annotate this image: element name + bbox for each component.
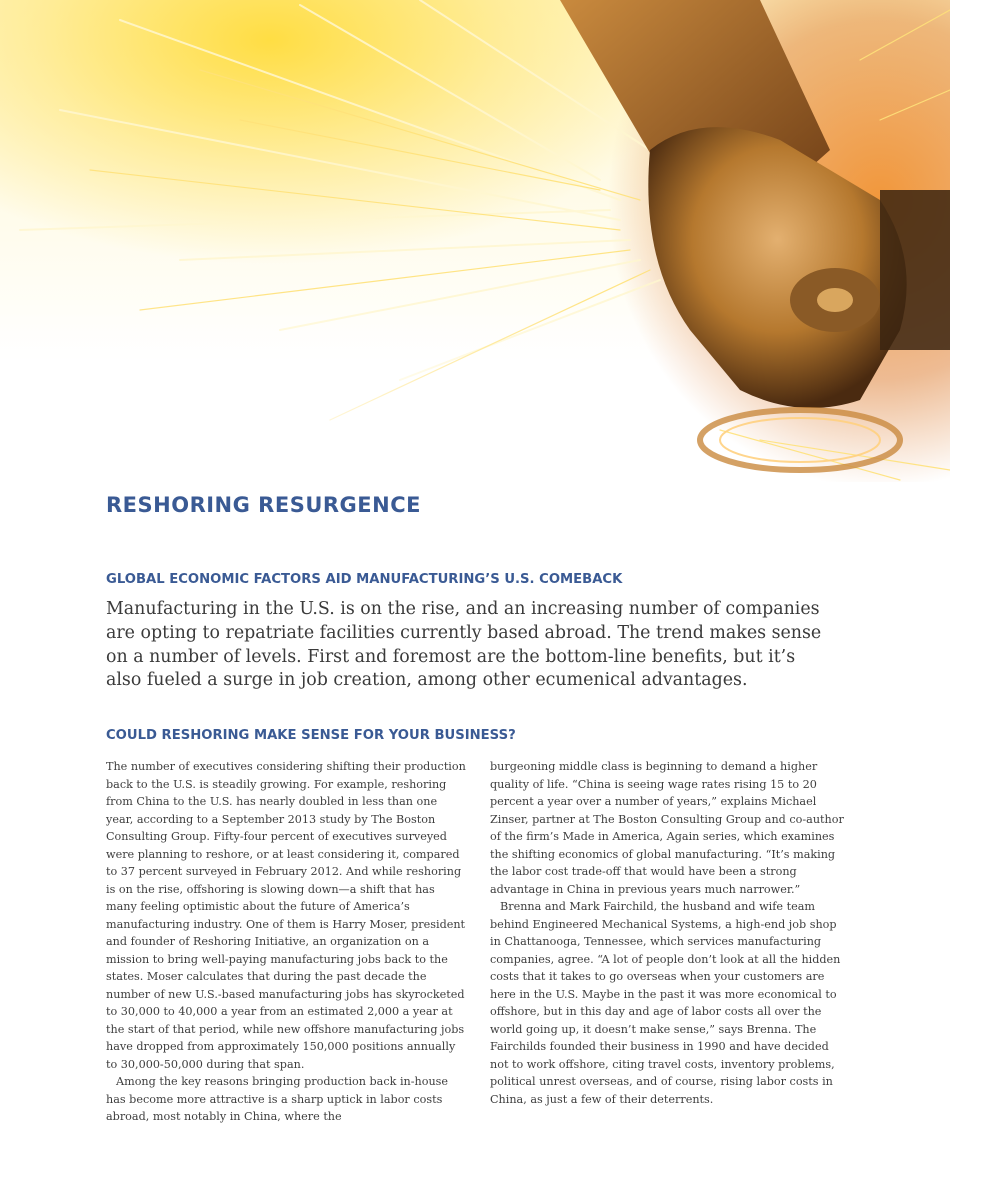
body-column-right <box>490 758 850 1108</box>
section-heading: COULD RESHORING MAKE SENSE FOR YOUR BUSINESS? <box>106 728 516 743</box>
body-paragraph: The number of executives considering shifting their production back to the U.S. is steadily growing. For example, reshoring from China to the U.S. has nearly doubled in less than one year, according to a September 2013 study by The Boston Consulting Group. Fifty-four percent of executives surveyed were planning to reshore, or at least considering it, compared to 37 percent surveyed in February 2012. And while reshoring is on the rise, offshoring is slowing down—a shift that has many feeling optimistic about the future of America’s manufacturing industry. One of them is Harry Moser, president and founder of Reshoring Initiative, an organization on a mission to bring well-paying manufacturing jobs back to the states. Moser calculates that during the past decade the number of new U.S.-based manufacturing jobs has skyrocketed to 30,000 to 40,000 a year from an estimated 2,000 a year at the start of that period, while new offshore manufacturing jobs have dropped from approximately 150,000 positions annually to 30,000-50,000 during that span. <box>106 760 466 1071</box>
body-paragraph: Among the key reasons bringing production back in-house has become more attractive is a sharp uptick in labor costs abroad, most notably in China, where the <box>106 1075 449 1123</box>
body-paragraph: burgeoning middle class is beginning to demand a higher quality of life. “China is seeing wage rates rising 15 to 20 percent a year over a number of years,” explains Michael Zinser, partner at The Boston Consulting Group and co-author of the firm’s Made in America, Again series, which examines the shifting economics of global manufacturing. “It’s making the labor cost trade-off that would have been a strong advantage in China in previous years much narrower.” <box>490 760 844 896</box>
article-subtitle: GLOBAL ECONOMIC FACTORS AID MANUFACTURING’S U.S. COMEBACK <box>106 572 623 587</box>
article-intro: Manufacturing in the U.S. is on the rise, and an increasing number of companies are opting to repatriate facilities currently based abroad. The trend makes sense on a number of levels. First and foremost are the bottom-line benefits, but it’s also fueled a surge in job creation, among other ecumenical advantages. <box>106 599 822 691</box>
body-paragraph: Brenna and Mark Fairchild, the husband and wife team behind Engineered Mechanical Systems, a high-end job shop in Chattanooga, Tennessee, which services manufacturing companies, agree. “A lot of people don’t look at all the hidden costs that it takes to go overseas when your customers are here in the U.S. Maybe in the past it was more economical to offshore, but in this day and age of labor costs all over the world going up, it doesn’t make sense,” says Brenna. The Fairchilds founded their business in 1990 and have decided not to work offshore, citing travel costs, inventory problems, political unrest overseas, and of course, rising labor costs in China, as just a few of their deterrents. <box>490 900 841 1106</box>
body-column-left <box>106 758 466 1126</box>
article-title: RESHORING RESURGENCE <box>106 493 421 517</box>
hero-photo <box>0 0 950 482</box>
hero-fade <box>0 300 640 482</box>
